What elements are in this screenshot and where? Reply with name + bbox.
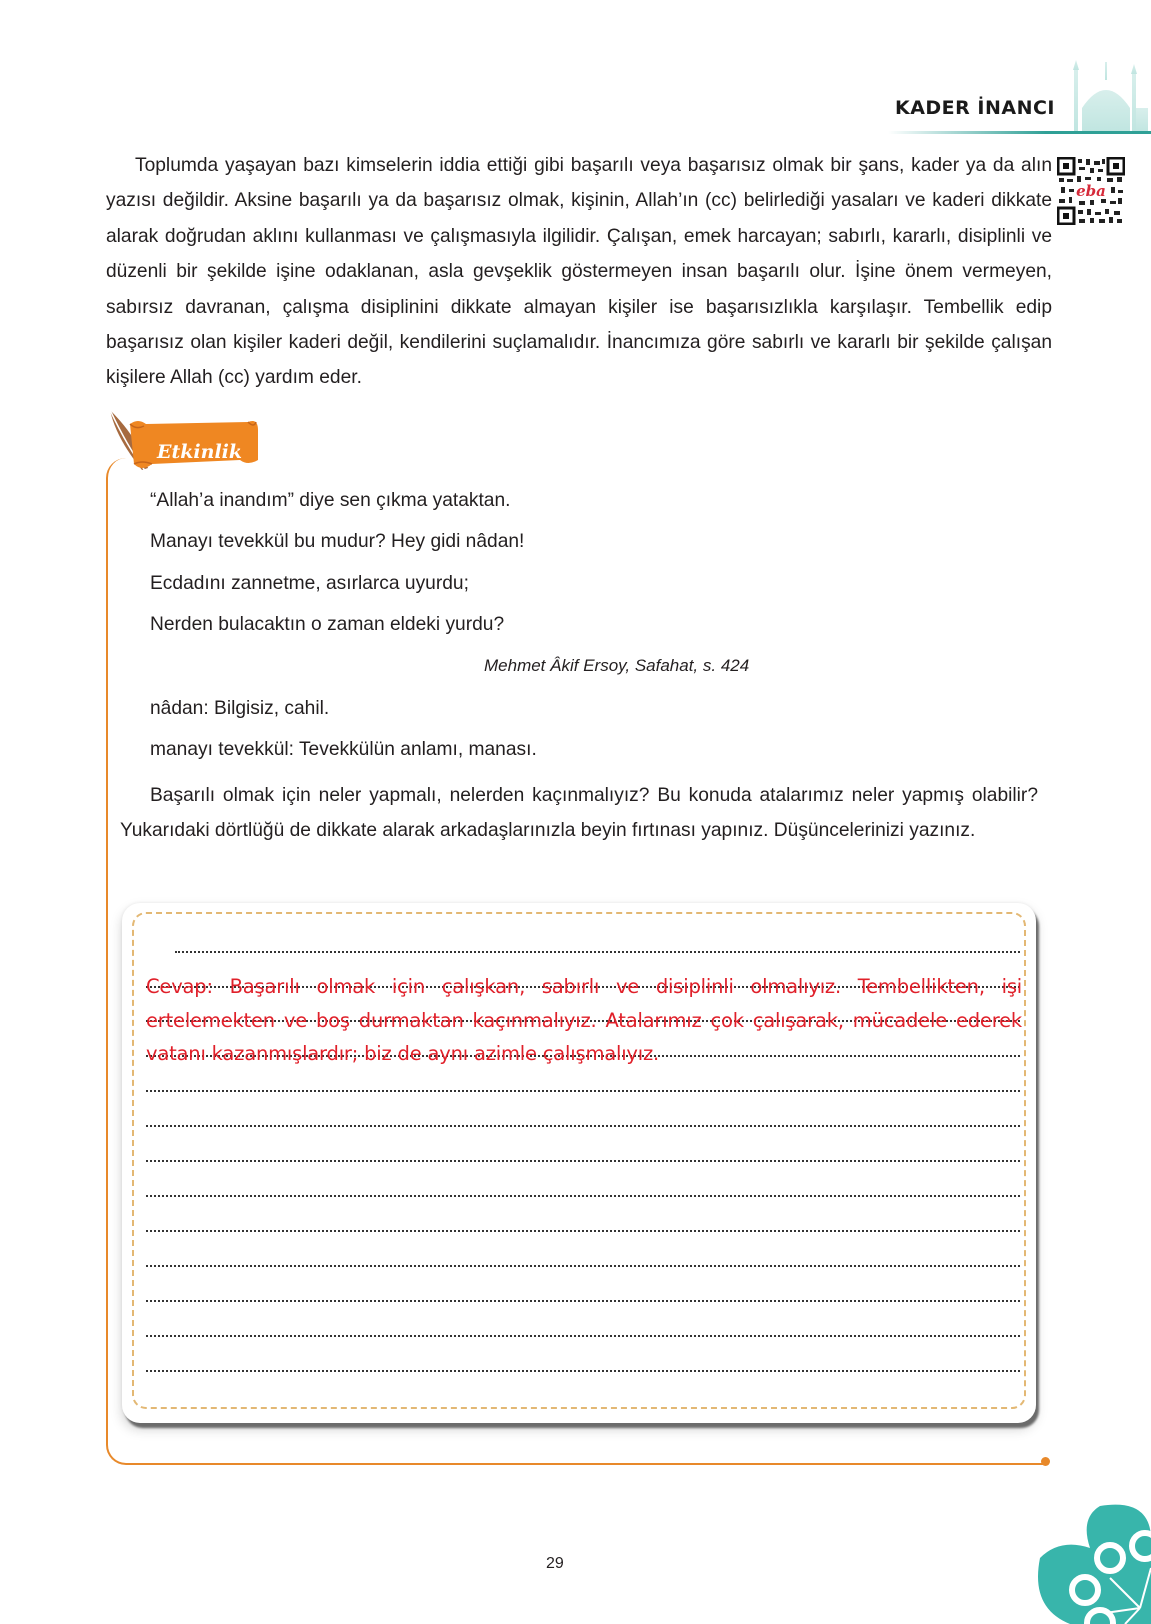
task-instructions: Başarılı olmak için neler yapmalı, nelerden kaçınmalıyız? Bu konuda atalarımız neler yapmış olabilir? Yukarıdaki dörtlüğü de dikkate alarak arkadaşlarınızla beyin fırtınası yapınız. Düşüncelerinizi yazınız. <box>120 785 1038 841</box>
writing-line[interactable] <box>146 1300 1020 1302</box>
glossary-item: manayı tevekkül: Tevekkülün anlamı, manası. <box>150 739 537 760</box>
writing-line[interactable] <box>146 1090 1020 1092</box>
poem-line: Manayı tevekkül bu mudur? Hey gidi nâdan! <box>150 531 525 553</box>
answer-text: Cevap: Başarılı olmak için çalışkan, sabırlı ve disiplinli olmalıyız. Tembellikten, işi ertelemekten ve boş durmaktan kaçınmalıyız. Atalarımız çok çalışarak, mücadele ederek vatanı kazanmışlardır; biz de aynı azimle çalışmalıyız. <box>146 975 1022 1065</box>
writing-line[interactable] <box>146 1370 1020 1372</box>
glossary <box>150 696 537 778</box>
activity-banner-label: Etkinlik <box>157 441 243 463</box>
page-number: 29 <box>546 1555 564 1572</box>
writing-line[interactable] <box>146 1230 1020 1232</box>
writing-line[interactable] <box>146 1195 1020 1197</box>
poem-line: Nerden bulacaktın o zaman eldeki yurdu? <box>150 613 505 635</box>
mosque-silhouette-icon <box>1068 58 1148 134</box>
glossary-item: nâdan: Bilgisiz, cahil. <box>150 698 330 719</box>
poem-line: Ecdadını zannetme, asırlarca uyurdu; <box>150 572 469 594</box>
writing-line[interactable] <box>175 951 1020 953</box>
activity-task <box>120 778 1038 848</box>
writing-line[interactable] <box>146 1265 1020 1267</box>
writing-line[interactable] <box>146 1335 1020 1337</box>
header-divider <box>888 131 1151 134</box>
poem <box>150 486 524 651</box>
poem-citation: Mehmet Âkif Ersoy, Safahat, s. 424 <box>484 656 750 675</box>
qr-code-icon[interactable] <box>1057 157 1125 225</box>
frame-end-dot <box>1041 1457 1050 1466</box>
intro-paragraph: Toplumda yaşayan bazı kimselerin iddia ettiği gibi başarılı veya başarısız olmak bir şans, kader ya da alın yazısı değildir. Aksine başarılı ya da başarısız olmak, kişinin, Allah’ın (cc) belirlediği yasaları ve kaderi dikkate alarak doğrudan aklını kullanması ve çalışmasıyla ilgilidir. Çalışan, emek harcayan; sabırlı, kararlı, disiplinli ve düzenli bir şekilde işine odaklanan, asla gevşeklik göstermeyen insan başarılı olur. İşine önem vermeyen, sabırsız davranan, çalışma disiplinini dikkate almayan kişiler ise başarısızlıkla karşılaşır. Tembellik edip başarısız olan kişiler kaderi değil, kendilerini suçlamalıdır. İnancımıza göre sabırlı ve kararlı bir şekilde çalışan kişilere Allah (cc) yardım eder. <box>106 155 1052 389</box>
poem-line: “Allah’a inandım” diye sen çıkma yataktan. <box>150 490 511 511</box>
writing-line[interactable] <box>146 1160 1020 1162</box>
chapter-title: KADER İNANCI <box>894 97 1055 119</box>
decorative-flower-icon <box>1030 1498 1151 1624</box>
intro-text <box>106 148 1052 396</box>
qr-label: eba <box>1076 182 1106 200</box>
writing-line[interactable] <box>146 1125 1020 1127</box>
